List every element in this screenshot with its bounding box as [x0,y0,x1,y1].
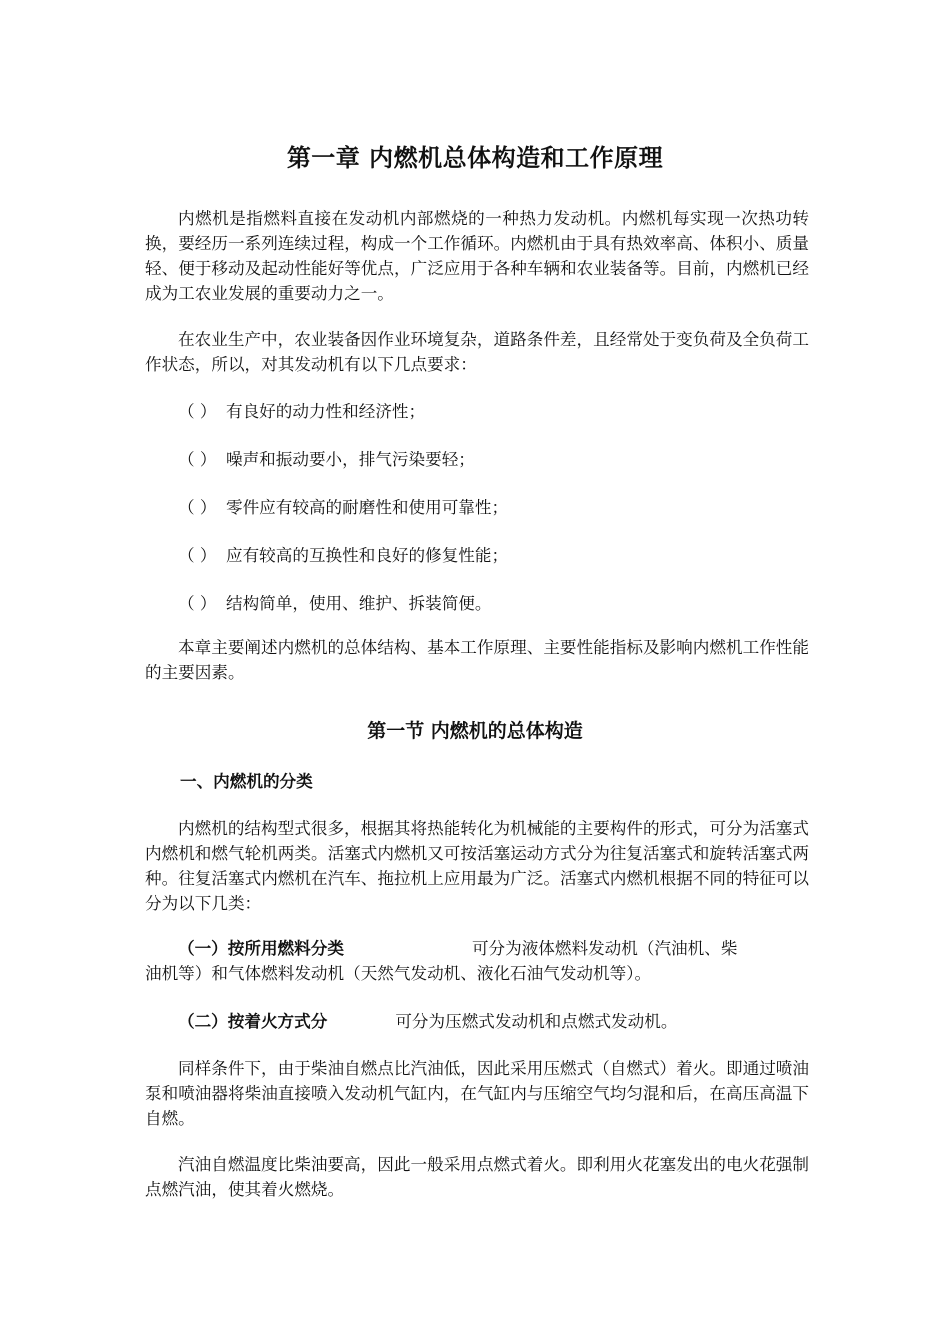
requirement-item [178,543,798,568]
requirement-paren: （ ） [178,450,217,469]
gasoline-paragraph: 汽油自燃温度比柴油要高，因此一般采用点燃式着火。即利用火花塞发出的电火花强制点燃汽油，使其着火燃烧。 [145,1155,809,1199]
requirement-text: 有良好的动力性和经济性； [226,402,426,421]
requirement-text: 噪声和振动要小，排气污染要轻； [226,450,475,469]
fuel-class-text-1: 可分为液体燃料发动机（汽油机、柴 [471,939,738,958]
ignition-class-label: （二）按着火方式分 [178,1012,328,1031]
intro-paragraph-1: 内燃机是指燃料直接在发动机内部燃烧的一种热力发动机。内燃机每实现一次热功转换，要经历一系列连续过程，构成一个工作循环。内燃机由于具有热效率高、体积小、质量轻、便于移动及起动性能好等优点，广泛应用于各种车辆和农业装备等。目前，内燃机已经成为工农业发展的重要动力之一。 [145,209,809,303]
requirement-paren: （ ） [178,546,217,565]
ignition-class-paragraph [178,1009,798,1034]
requirement-text: 零件应有较高的耐磨性和使用可靠性； [226,498,509,517]
classification-intro: 内燃机的结构型式很多，根据其将热能转化为机械能的主要构件的形式，可分为活塞式内燃机和燃气轮机两类。活塞式内燃机又可按活塞运动方式分为往复活塞式和旋转活塞式两种。往复活塞式内燃机在汽车、拖拉机上应用最为广泛。活塞式内燃机根据不同的特征可以分为以下几类： [145,819,809,913]
section-title: 第一节 内燃机的总体构造 [367,720,583,742]
fuel-class-label: （一）按所用燃料分类 [178,939,344,958]
fuel-class-paragraph [145,936,809,986]
chapter-summary: 本章主要阐述内燃机的总体结构、基本工作原理、主要性能指标及影响内燃机工作性能的主要因素。 [145,638,809,682]
requirement-paren: （ ） [178,594,217,613]
fuel-class-text-2: 油机等）和气体燃料发动机（天然气发动机、液化石油气发动机等）。 [145,964,652,983]
requirement-item [178,591,798,616]
requirement-item [178,495,798,520]
requirement-paren: （ ） [178,402,217,421]
requirement-item [178,399,798,424]
intro-paragraph-2: 在农业生产中，农业装备因作业环境复杂，道路条件差，且经常处于变负荷及全负荷工作状态，所以，对其发动机有以下几点要求： [145,330,809,374]
requirement-text: 应有较高的互换性和良好的修复性能； [226,546,509,565]
requirement-item [178,447,798,472]
diesel-paragraph: 同样条件下，由于柴油自燃点比汽油低，因此采用压燃式（自燃式）着火。即通过喷油泵和喷油器将柴油直接喷入发动机气缸内，在气缸内与压缩空气均匀混和后，在高压高温下自燃。 [145,1059,809,1128]
requirement-text: 结构简单，使用、维护、拆装简便。 [226,594,492,613]
ignition-class-text: 可分为压燃式发动机和点燃式发动机。 [395,1012,678,1031]
subsection-title: 一、内燃机的分类 [180,772,313,791]
requirement-paren: （ ） [178,498,217,517]
chapter-title: 第一章 内燃机总体构造和工作原理 [286,144,664,172]
